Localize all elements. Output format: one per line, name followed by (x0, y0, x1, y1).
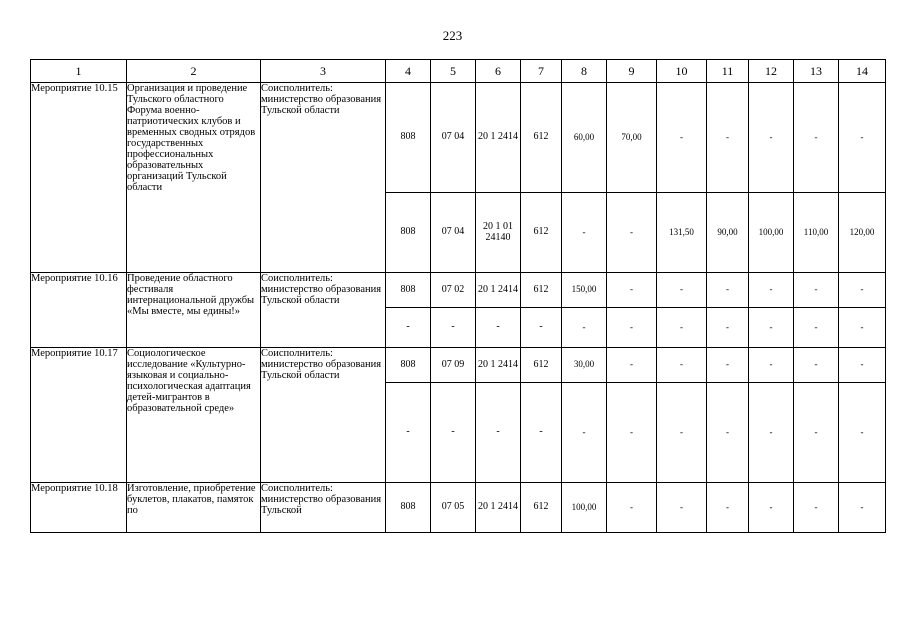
cell: - (749, 273, 794, 308)
cell: - (749, 348, 794, 383)
activity-name: Мероприятие 10.18 (31, 483, 127, 533)
cell: - (657, 483, 707, 533)
header-cell: 1 (31, 60, 127, 83)
cell: 70,00 (607, 83, 657, 193)
activity-description: Социологическое исследование «Культурно-языковая и социально-психологическая адаптация детей-мигрантов в образовательной среде» (127, 348, 261, 483)
cell: - (707, 483, 749, 533)
cell: 612 (521, 193, 562, 273)
cell: - (607, 483, 657, 533)
cell: 07 04 (431, 83, 476, 193)
header-cell: 9 (607, 60, 657, 83)
table-row (31, 348, 886, 383)
cell: - (521, 383, 562, 483)
header-cell: 2 (127, 60, 261, 83)
budget-table (30, 59, 886, 533)
cell: 07 09 (431, 348, 476, 383)
cell: - (839, 308, 886, 348)
cell: - (794, 483, 839, 533)
cell: - (794, 273, 839, 308)
cell: - (476, 308, 521, 348)
table-row (31, 483, 886, 533)
activity-description: Проведение областного фестиваля интернациональной дружбы «Мы вместе, мы едины!» (127, 273, 261, 348)
header-cell: 3 (261, 60, 386, 83)
cell: - (794, 308, 839, 348)
cell: - (386, 383, 431, 483)
header-cell: 12 (749, 60, 794, 83)
cell: 150,00 (562, 273, 607, 308)
cell: 808 (386, 193, 431, 273)
cell: - (794, 83, 839, 193)
cell: - (707, 383, 749, 483)
cell: - (657, 383, 707, 483)
cell: - (707, 348, 749, 383)
activity-name: Мероприятие 10.17 (31, 348, 127, 483)
cell: - (431, 383, 476, 483)
cell: - (657, 273, 707, 308)
cell: - (749, 83, 794, 193)
cell: - (794, 348, 839, 383)
cell: - (562, 308, 607, 348)
cell: 808 (386, 483, 431, 533)
cell: - (657, 83, 707, 193)
cell: 612 (521, 483, 562, 533)
cell: 110,00 (794, 193, 839, 273)
table-row (31, 273, 886, 308)
activity-executor: Соисполнитель: министерство образования Тульской области (261, 273, 386, 348)
cell: - (839, 348, 886, 383)
cell: - (521, 308, 562, 348)
header-cell: 4 (386, 60, 431, 83)
activity-executor: Соисполнитель: министерство образования Тульской (261, 483, 386, 533)
header-cell: 10 (657, 60, 707, 83)
cell: 612 (521, 83, 562, 193)
cell: 612 (521, 273, 562, 308)
activity-executor: Соисполнитель: министерство образования Тульской области (261, 83, 386, 273)
cell: 20 1 2414 (476, 83, 521, 193)
cell: 612 (521, 348, 562, 383)
cell: - (749, 308, 794, 348)
cell: - (707, 83, 749, 193)
cell: 808 (386, 83, 431, 193)
cell: 90,00 (707, 193, 749, 273)
page-number: 223 (442, 28, 463, 43)
cell: 20 1 01 24140 (476, 193, 521, 273)
header-cell: 7 (521, 60, 562, 83)
header-cell: 14 (839, 60, 886, 83)
cell: - (657, 348, 707, 383)
activity-name: Мероприятие 10.15 (31, 83, 127, 273)
cell: - (707, 273, 749, 308)
cell: - (839, 483, 886, 533)
cell: 20 1 2414 (476, 273, 521, 308)
cell: 20 1 2414 (476, 348, 521, 383)
cell: - (707, 308, 749, 348)
cell: 808 (386, 348, 431, 383)
header-row (31, 60, 886, 83)
cell: - (607, 308, 657, 348)
cell: 100,00 (749, 193, 794, 273)
cell: - (839, 273, 886, 308)
cell: - (657, 308, 707, 348)
header-cell: 6 (476, 60, 521, 83)
cell: 07 02 (431, 273, 476, 308)
cell: 131,50 (657, 193, 707, 273)
cell: - (431, 308, 476, 348)
header-cell: 8 (562, 60, 607, 83)
cell: 120,00 (839, 193, 886, 273)
cell: - (607, 383, 657, 483)
cell: - (839, 383, 886, 483)
cell: - (607, 193, 657, 273)
cell: 07 04 (431, 193, 476, 273)
cell: - (749, 383, 794, 483)
cell: - (749, 483, 794, 533)
cell: 100,00 (562, 483, 607, 533)
cell: - (794, 383, 839, 483)
cell: 60,00 (562, 83, 607, 193)
header-cell: 11 (707, 60, 749, 83)
cell: - (562, 383, 607, 483)
activity-name: Мероприятие 10.16 (31, 273, 127, 348)
cell: - (607, 348, 657, 383)
activity-description: Организация и проведение Тульского областного Форума военно-патриотических клубов и временных сводных отрядов государственных профессиональных образовательных организаций Тульской области (127, 83, 261, 273)
cell: 20 1 2414 (476, 483, 521, 533)
cell: 30,00 (562, 348, 607, 383)
cell: 07 05 (431, 483, 476, 533)
cell: - (476, 383, 521, 483)
table-row (31, 83, 886, 193)
cell: - (386, 308, 431, 348)
activity-description: Изготовление, приобретение буклетов, плакатов, памяток по (127, 483, 261, 533)
cell: - (562, 193, 607, 273)
activity-executor: Соисполнитель: министерство образования Тульской области (261, 348, 386, 483)
cell: 808 (386, 273, 431, 308)
cell: - (607, 273, 657, 308)
header-cell: 5 (431, 60, 476, 83)
header-cell: 13 (794, 60, 839, 83)
cell: - (839, 83, 886, 193)
